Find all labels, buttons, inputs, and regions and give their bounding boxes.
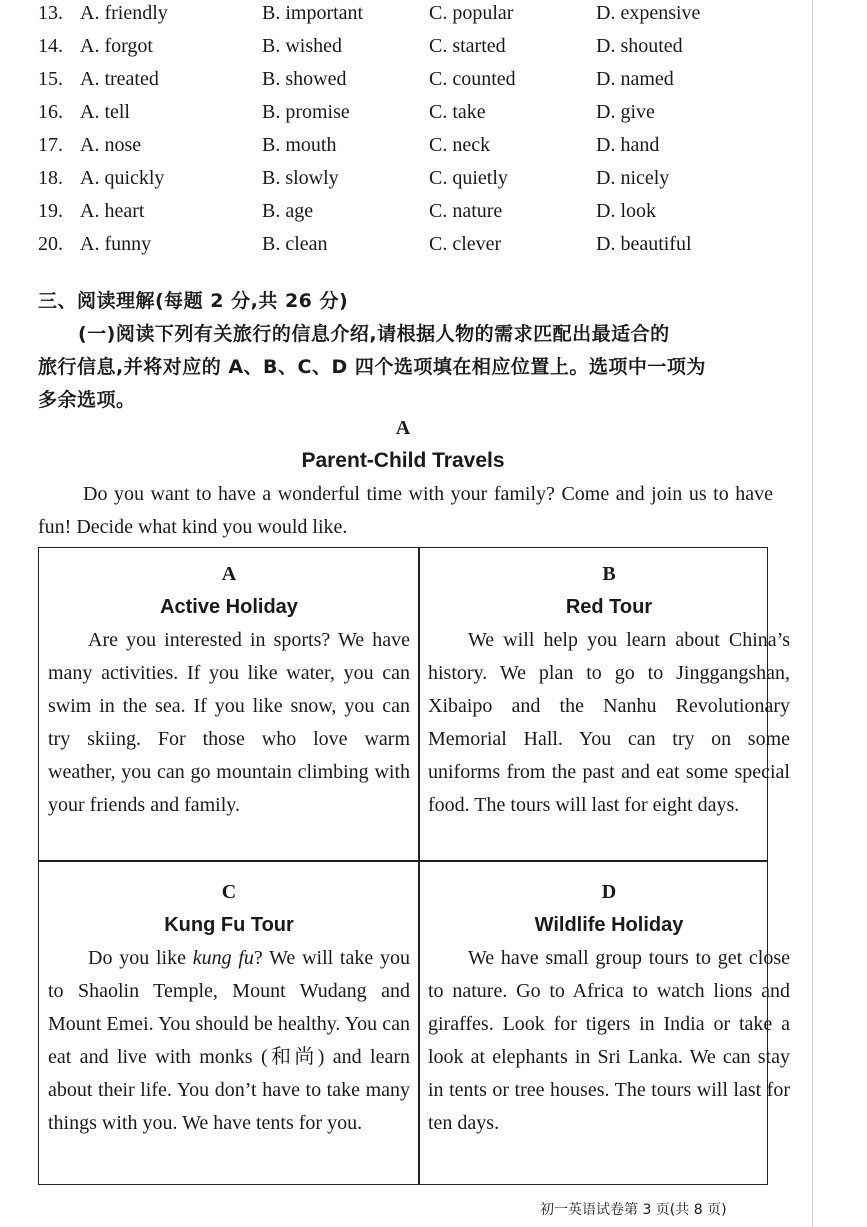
- option-c: C. started: [429, 35, 506, 57]
- instruction-line-1: (一)阅读下列有关旅行的信息介绍,请根据人物的需求匹配出最适合的: [78, 323, 670, 345]
- option-a: A. treated: [80, 68, 159, 90]
- cell-body: We have small group tours to get close to nature. Go to Africa to watch lions and giraffes. Look for tigers in India or take a look at elephants in Sri Lanka. We can stay in tents or tree houses. The tours will last for ten days.: [428, 947, 790, 1134]
- option-a: A. heart: [80, 200, 145, 222]
- page-edge-line: [812, 0, 813, 1227]
- option-b: B. important: [262, 2, 364, 24]
- info-cell-a: [48, 558, 410, 822]
- cell-body: We will help you learn about China’s history. We plan to go to Jinggangshan, Xibaipo and the Nanhu Revolutionary Memorial Hall. You can try on some uniforms from the past and eat some special food. The tours will last for eight days.: [428, 629, 790, 816]
- option-c: C. clever: [429, 233, 502, 255]
- passage-letter: A: [395, 417, 411, 439]
- instruction-line-3: 多余选项。: [38, 389, 136, 411]
- question-number: 17.: [38, 134, 63, 156]
- question-row: [38, 2, 798, 32]
- question-row: [38, 35, 798, 65]
- question-number: 16.: [38, 101, 63, 123]
- table-divider-horizontal: [39, 860, 767, 862]
- option-a: A. nose: [80, 134, 142, 156]
- cell-body: Are you interested in sports? We have many activities. If you like water, you can swim in the sea. If you like snow, you can try skiing. For those who love warm weather, you can go mountain climbing with your friends and family.: [48, 629, 410, 816]
- option-d: D. expensive: [596, 2, 701, 24]
- page-footer: 初一英语试卷第 3 页(共 8 页): [540, 1202, 727, 1218]
- option-b: B. clean: [262, 233, 328, 255]
- cell-title: Red Tour: [565, 596, 653, 618]
- question-number: 20.: [38, 233, 63, 255]
- option-c: C. counted: [429, 68, 516, 90]
- question-number: 18.: [38, 167, 63, 189]
- question-row: [38, 167, 798, 197]
- section-heading: 三、阅读理解(每题 2 分,共 26 分): [38, 290, 349, 312]
- option-a: A. quickly: [80, 167, 165, 189]
- option-b: B. mouth: [262, 134, 337, 156]
- option-b: B. age: [262, 200, 314, 222]
- info-cell-c: [48, 876, 410, 1140]
- question-number: 15.: [38, 68, 63, 90]
- option-a: A. funny: [80, 233, 152, 255]
- option-d: D. give: [596, 101, 655, 123]
- instruction-line-2: 旅行信息,并将对应的 A、B、C、D 四个选项填在相应位置上。选项中一项为: [38, 356, 706, 378]
- cell-title: Kung Fu Tour: [164, 914, 294, 936]
- option-c: C. quietly: [429, 167, 508, 189]
- option-d: D. named: [596, 68, 674, 90]
- option-b: B. wished: [262, 35, 342, 57]
- question-number: 14.: [38, 35, 63, 57]
- cell-letter: B: [602, 563, 616, 585]
- option-c: C. neck: [429, 134, 491, 156]
- info-cell-d: [428, 876, 790, 1140]
- cell-letter: A: [221, 563, 237, 585]
- option-c: C. nature: [429, 200, 503, 222]
- info-cell-b: [428, 558, 790, 822]
- option-a: A. tell: [80, 101, 130, 123]
- question-row: [38, 101, 798, 131]
- option-a: A. friendly: [80, 2, 168, 24]
- cell-body-text: Do you like: [88, 947, 193, 969]
- question-number: 19.: [38, 200, 63, 222]
- cell-title: Active Holiday: [160, 596, 298, 618]
- table-divider-vertical: [418, 548, 420, 1184]
- question-row: [38, 134, 798, 164]
- question-row: [38, 233, 798, 263]
- passage-title: Parent-Child Travels: [301, 449, 505, 472]
- option-d: D. nicely: [596, 167, 670, 189]
- cell-body-text: ? We will take you to Shaolin Temple, Mount Wudang and Mount Emei. You should be healthy. You can eat and live with monks (和尚) and learn about their life. You don’t have to take many things with you. We have tents for you.: [48, 947, 410, 1134]
- cell-body: [48, 942, 410, 1140]
- option-b: B. promise: [262, 101, 350, 123]
- passage-intro: Do you want to have a wonderful time with your family? Come and join us to have fun! Decide what kind you would like.: [38, 483, 773, 538]
- option-d: D. shouted: [596, 35, 683, 57]
- option-c: C. popular: [429, 2, 514, 24]
- option-d: D. beautiful: [596, 233, 692, 255]
- cell-letter: C: [221, 881, 237, 903]
- option-d: D. look: [596, 200, 656, 222]
- cell-letter: D: [601, 881, 617, 903]
- cell-body-emphasis: kung fu: [192, 947, 254, 969]
- question-row: [38, 68, 798, 98]
- option-c: C. take: [429, 101, 486, 123]
- option-a: A. forgot: [80, 35, 153, 57]
- option-d: D. hand: [596, 134, 660, 156]
- cell-title: Wildlife Holiday: [534, 914, 684, 936]
- question-number: 13.: [38, 2, 63, 24]
- option-b: B. showed: [262, 68, 347, 90]
- option-b: B. slowly: [262, 167, 339, 189]
- question-row: [38, 200, 798, 230]
- info-table: [38, 547, 790, 1185]
